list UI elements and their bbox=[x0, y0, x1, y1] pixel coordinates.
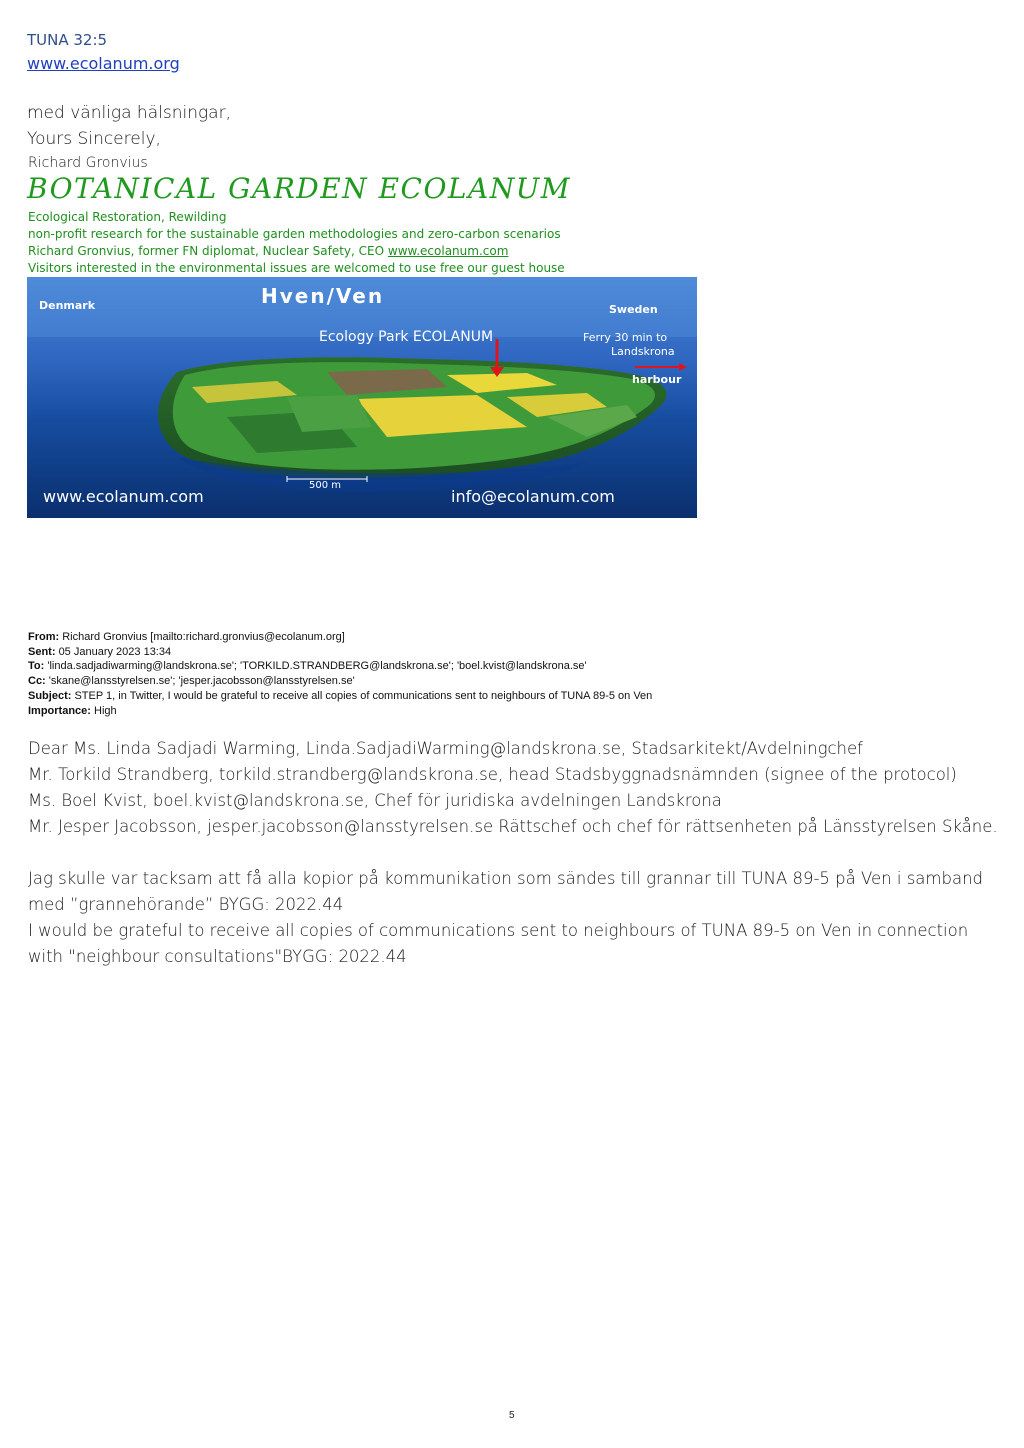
email-from-label: From: bbox=[28, 631, 60, 643]
email-from-value: Richard Gronvius [mailto:richard.gronvius@ecolanum.org] bbox=[62, 631, 345, 643]
email-cc-label: Cc: bbox=[28, 675, 46, 687]
body-line-1: Dear Ms. Linda Sadjadi Warming, Linda.SadjadiWarming@landskrona.se, Stadsarkitekt/Avdelningchef bbox=[28, 739, 863, 758]
banner-label-park: Ecology Park ECOLANUM bbox=[319, 329, 494, 345]
email-sent bbox=[28, 646, 171, 658]
banner-email: info@ecolanum.com bbox=[451, 487, 615, 506]
banner-title: Hven/Ven bbox=[261, 284, 385, 308]
signature-line-1: Ecological Restoration, Rewilding bbox=[28, 210, 227, 224]
greeting-english: Yours Sincerely, bbox=[27, 129, 161, 149]
banner-label-ferry: Ferry 30 min to bbox=[583, 331, 668, 344]
email-importance bbox=[28, 705, 117, 717]
email-importance-value: High bbox=[94, 705, 117, 717]
body-line-6: med ”grannehörande” BYGG: 2022.44 bbox=[28, 895, 344, 914]
signature-website-link[interactable]: www.ecolanum.com bbox=[387, 244, 509, 258]
body-line-8: with "neighbour consultations"BYGG: 2022.44 bbox=[28, 947, 407, 966]
banner-website: www.ecolanum.com bbox=[43, 487, 204, 506]
greeting-swedish: med vänliga hälsningar, bbox=[27, 103, 231, 123]
email-from bbox=[28, 631, 345, 643]
body-line-5: Jag skulle var tacksam att få alla kopior på kommunikation som sändes till grannar till TUNA 89-5 på Ven i samband bbox=[28, 869, 983, 888]
body-line-2: Mr. Torkild Strandberg, torkild.strandberg@landskrona.se, head Stadsbyggnadsnämnden (signee of the protocol) bbox=[28, 765, 957, 784]
email-subject-label: Subject: bbox=[28, 690, 72, 702]
email-subject bbox=[28, 690, 652, 702]
signature-line-2: non-profit research for the sustainable garden methodologies and zero-carbon scenarios bbox=[28, 227, 561, 241]
signature-name: Richard Gronvius bbox=[28, 155, 148, 171]
email-cc-value: 'skane@lansstyrelsen.se'; 'jesper.jacobsson@lansstyrelsen.se' bbox=[48, 675, 355, 687]
website-link[interactable]: www.ecolanum.org bbox=[27, 54, 180, 73]
body-line-3: Ms. Boel Kvist, boel.kvist@landskrona.se, Chef för juridiska avdelningen Landskrona bbox=[28, 791, 722, 810]
email-sent-value: 05 January 2023 13:34 bbox=[58, 646, 172, 658]
signature-line-3 bbox=[28, 244, 508, 258]
island-banner-image bbox=[27, 277, 697, 518]
email-subject-value: STEP 1, in Twitter, I would be grateful to receive all copies of communications sent to neighbours of TUNA 89-5 on Ven bbox=[74, 690, 653, 702]
banner-label-sweden: Sweden bbox=[609, 303, 658, 316]
email-sent-label: Sent: bbox=[28, 646, 56, 658]
email-to bbox=[28, 660, 587, 672]
banner-scale-label: 500 m bbox=[309, 480, 342, 491]
document-reference: TUNA 32:5 bbox=[27, 31, 108, 49]
body-line-4: Mr. Jesper Jacobsson, jesper.jacobsson@lansstyrelsen.se Rättschef och chef för rättsenheten på Länsstyrelsen Skåne. bbox=[28, 817, 998, 836]
email-importance-label: Importance: bbox=[28, 705, 91, 717]
email-to-value: 'linda.sadjadiwarming@landskrona.se'; 'TORKILD.STRANDBERG@landskrona.se'; 'boel.kvist@landskrona.se' bbox=[47, 660, 587, 672]
signature-line-4: Visitors interested in the environmental issues are welcomed to use free our guest house bbox=[28, 261, 565, 275]
email-cc bbox=[28, 675, 355, 687]
brand-title: BOTANICAL GARDEN ECOLANUM bbox=[27, 172, 571, 205]
body-line-7: I would be grateful to receive all copies of communications sent to neighbours of TUNA 89-5 on Ven in connection bbox=[28, 921, 969, 940]
signature-line-3-text: Richard Gronvius, former FN diplomat, Nuclear Safety, CEO bbox=[28, 244, 388, 258]
banner-label-denmark: Denmark bbox=[39, 299, 96, 312]
banner-label-harbour: harbour bbox=[632, 373, 682, 386]
banner-label-landskrona: Landskrona bbox=[611, 345, 675, 358]
page-number: 5 bbox=[509, 1410, 515, 1421]
email-to-label: To: bbox=[28, 660, 45, 672]
